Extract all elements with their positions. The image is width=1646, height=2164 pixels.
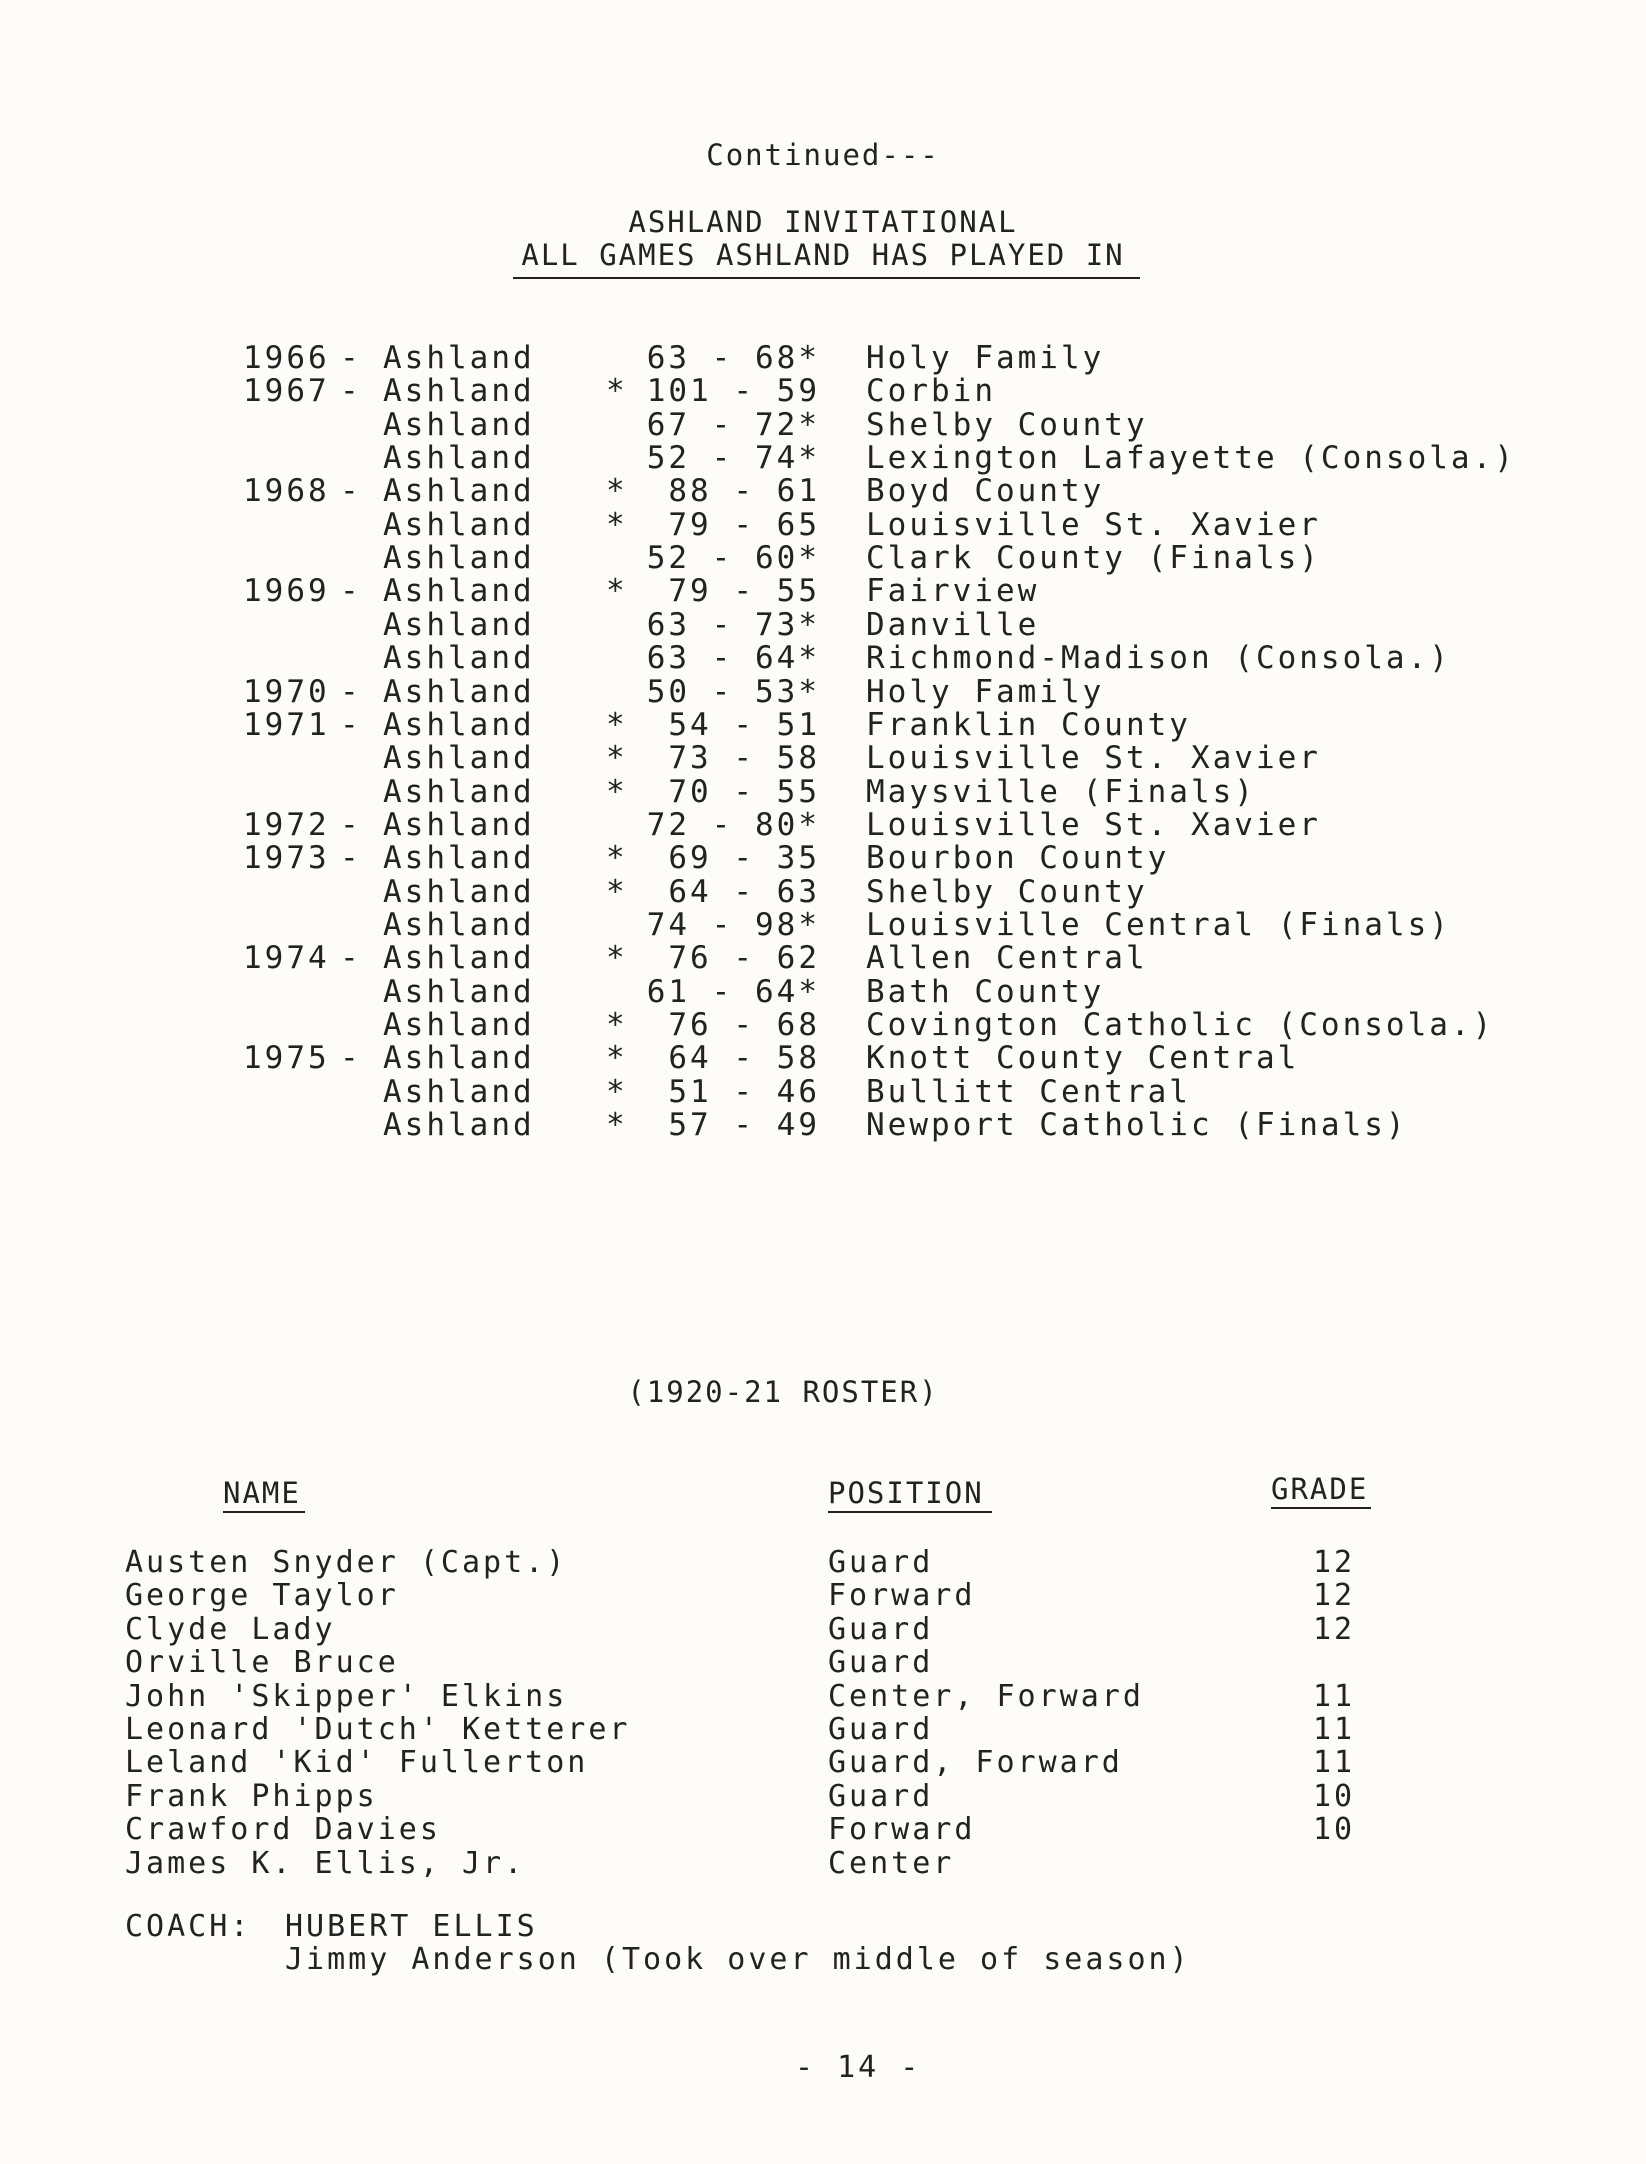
- player-grade: 11: [1313, 1745, 1356, 1781]
- page-number: - 14 -: [795, 2050, 922, 2085]
- game-team: Ashland: [383, 340, 535, 376]
- player-name: Frank Phipps: [125, 1778, 378, 1814]
- game-win-star: *: [606, 573, 628, 610]
- player-position: Guard: [828, 1645, 934, 1681]
- game-year: 1972: [243, 806, 330, 843]
- roster-row: [0, 1612, 1646, 1645]
- player-position: Guard: [828, 1712, 934, 1747]
- game-row: [0, 1007, 1646, 1043]
- player-name: George Taylor: [125, 1578, 399, 1614]
- game-year: 1968: [243, 473, 330, 510]
- game-year: 1971: [243, 706, 330, 743]
- game-score: 54 - 51: [668, 706, 820, 743]
- game-opponent: Shelby County: [866, 873, 1148, 910]
- game-year-dash: -: [340, 340, 362, 376]
- game-opponent: Clark County (Finals): [866, 540, 1321, 577]
- game-score: 52 - 74*: [646, 440, 820, 477]
- game-team: Ashland: [383, 973, 535, 1010]
- game-win-star: *: [606, 373, 628, 410]
- game-row: [0, 973, 1646, 1010]
- game-opponent: Knott County Central: [866, 1040, 1300, 1077]
- game-score: 72 - 80*: [646, 806, 820, 843]
- game-score: 79 - 55: [668, 573, 820, 610]
- game-score: 63 - 73*: [646, 606, 820, 643]
- game-year: 1969: [243, 573, 330, 610]
- player-position: Center: [828, 1845, 955, 1881]
- game-team: Ashland: [383, 673, 535, 710]
- page-title: ASHLAND INVITATIONAL: [628, 205, 1018, 239]
- roster-row: [0, 1545, 1646, 1578]
- game-score: 67 - 72*: [646, 406, 820, 443]
- player-name: Austen Snyder (Capt.): [125, 1545, 568, 1580]
- game-win-star: *: [606, 706, 628, 743]
- game-opponent: Franklin County: [866, 706, 1191, 743]
- game-score: 73 - 58: [668, 740, 820, 777]
- game-row: [0, 606, 1646, 643]
- player-grade: 12: [1313, 1611, 1356, 1647]
- game-year-dash: -: [340, 940, 362, 977]
- game-score: 64 - 63: [668, 873, 820, 910]
- game-row: [0, 1107, 1646, 1144]
- roster-row: [0, 1846, 1646, 1879]
- game-year-dash: -: [340, 573, 362, 610]
- game-row: [0, 740, 1646, 777]
- game-year-dash: -: [340, 473, 362, 510]
- game-opponent: Louisville St. Xavier: [866, 740, 1321, 777]
- game-opponent: Covington Catholic (Consola.): [866, 1007, 1495, 1043]
- position-header-underline: [828, 1511, 992, 1513]
- game-row: [0, 773, 1646, 810]
- game-row: [0, 373, 1646, 410]
- game-row: [0, 473, 1646, 510]
- game-opponent: Richmond-Madison (Consola.): [866, 640, 1451, 677]
- game-row: [0, 1040, 1646, 1077]
- game-score: 61 - 64*: [646, 973, 820, 1010]
- column-header-name: NAME: [223, 1476, 301, 1510]
- game-win-star: *: [606, 1073, 628, 1110]
- grade-header-underline: [1271, 1507, 1371, 1509]
- roster-title: (1920-21 ROSTER): [627, 1375, 939, 1409]
- game-year-dash: -: [340, 706, 362, 743]
- player-grade: 10: [1313, 1812, 1356, 1848]
- game-team: Ashland: [383, 873, 535, 910]
- game-team: Ashland: [383, 940, 535, 977]
- game-year-dash: -: [340, 840, 362, 877]
- column-header-position: POSITION: [828, 1476, 984, 1510]
- game-row: [0, 673, 1646, 710]
- game-year: 1967: [243, 373, 330, 410]
- game-row: [0, 806, 1646, 843]
- game-team: Ashland: [383, 740, 535, 777]
- game-year: 1974: [243, 940, 330, 977]
- game-score: 79 - 65: [668, 506, 820, 543]
- game-row: [0, 406, 1646, 443]
- game-year: 1966: [243, 340, 330, 376]
- game-row: [0, 506, 1646, 543]
- player-position: Guard: [828, 1778, 934, 1814]
- game-score: 52 - 60*: [646, 540, 820, 577]
- subtitle-underline: [513, 277, 1140, 279]
- game-score: 63 - 68*: [646, 340, 820, 376]
- game-opponent: Lexington Lafayette (Consola.): [866, 440, 1516, 477]
- player-position: Center, Forward: [828, 1678, 1144, 1714]
- player-name: Leland 'Kid' Fullerton: [125, 1745, 589, 1781]
- game-row: [0, 940, 1646, 977]
- player-grade: 12: [1313, 1545, 1356, 1580]
- game-row: [0, 640, 1646, 677]
- player-grade: 10: [1313, 1778, 1356, 1814]
- game-opponent: Bath County: [866, 973, 1105, 1010]
- player-position: Guard: [828, 1545, 934, 1580]
- game-team: Ashland: [383, 506, 535, 543]
- continued-label: Continued---: [706, 138, 940, 172]
- roster-row: [0, 1712, 1646, 1745]
- game-win-star: *: [606, 1107, 628, 1144]
- player-name: John 'Skipper' Elkins: [125, 1678, 568, 1714]
- game-score: 88 - 61: [668, 473, 820, 510]
- game-team: Ashland: [383, 1073, 535, 1110]
- game-team: Ashland: [383, 1007, 535, 1043]
- column-header-grade: GRADE: [1271, 1472, 1369, 1506]
- game-opponent: Holy Family: [866, 673, 1105, 710]
- game-score: 74 - 98*: [646, 906, 820, 943]
- game-opponent: Holy Family: [866, 340, 1105, 376]
- game-year-dash: -: [340, 373, 362, 410]
- game-score: 51 - 46: [668, 1073, 820, 1110]
- game-row: [0, 706, 1646, 743]
- game-team: Ashland: [383, 540, 535, 577]
- game-year: 1975: [243, 1040, 330, 1077]
- game-row: [0, 573, 1646, 610]
- game-row: [0, 840, 1646, 877]
- roster-row: [0, 1812, 1646, 1848]
- game-year-dash: -: [340, 673, 362, 710]
- game-opponent: Newport Catholic (Finals): [866, 1107, 1408, 1144]
- player-name: Clyde Lady: [125, 1611, 336, 1647]
- game-score: 70 - 55: [668, 773, 820, 810]
- game-opponent: Louisville St. Xavier: [866, 506, 1321, 543]
- game-opponent: Louisville Central (Finals): [866, 906, 1451, 943]
- player-name: Orville Bruce: [125, 1645, 399, 1681]
- roster-row: [0, 1745, 1646, 1781]
- game-team: Ashland: [383, 373, 535, 410]
- coach-label: COACH:: [125, 1909, 252, 1944]
- game-row: [0, 540, 1646, 577]
- roster-row: [0, 1645, 1646, 1681]
- game-score: 63 - 64*: [646, 640, 820, 677]
- game-opponent: Boyd County: [866, 473, 1105, 510]
- game-score: 101 - 59: [646, 373, 820, 410]
- coach-note: Jimmy Anderson (Took over middle of season): [285, 1942, 1191, 1977]
- game-row: [0, 340, 1646, 376]
- game-opponent: Shelby County: [866, 406, 1148, 443]
- game-team: Ashland: [383, 440, 535, 477]
- game-opponent: Maysville (Finals): [866, 773, 1256, 810]
- game-score: 76 - 62: [668, 940, 820, 977]
- game-opponent: Bourbon County: [866, 840, 1170, 877]
- game-opponent: Bullitt Central: [866, 1073, 1191, 1110]
- game-row: [0, 873, 1646, 910]
- game-opponent: Corbin: [866, 373, 996, 410]
- game-win-star: *: [606, 940, 628, 977]
- coach-name: HUBERT ELLIS: [285, 1909, 538, 1944]
- game-year-dash: -: [340, 1040, 362, 1077]
- player-name: James K. Ellis, Jr.: [125, 1845, 526, 1881]
- game-score: 50 - 53*: [646, 673, 820, 710]
- game-year: 1970: [243, 673, 330, 710]
- game-score: 69 - 35: [668, 840, 820, 877]
- game-score: 76 - 68: [668, 1007, 820, 1043]
- game-team: Ashland: [383, 1107, 535, 1144]
- name-header-underline: [223, 1511, 305, 1513]
- game-win-star: *: [606, 840, 628, 877]
- game-opponent: Louisville St. Xavier: [866, 806, 1321, 843]
- game-win-star: *: [606, 473, 628, 510]
- game-team: Ashland: [383, 1040, 535, 1077]
- player-position: Guard: [828, 1611, 934, 1647]
- game-opponent: Fairview: [866, 573, 1040, 610]
- game-team: Ashland: [383, 573, 535, 610]
- game-team: Ashland: [383, 773, 535, 810]
- player-grade: 11: [1313, 1712, 1356, 1747]
- player-grade: 11: [1313, 1678, 1356, 1714]
- game-win-star: *: [606, 506, 628, 543]
- roster-row: [0, 1679, 1646, 1712]
- game-win-star: *: [606, 773, 628, 810]
- game-row: [0, 1073, 1646, 1110]
- player-position: Forward: [828, 1812, 976, 1848]
- game-win-star: *: [606, 1007, 628, 1043]
- game-team: Ashland: [383, 640, 535, 677]
- game-year-dash: -: [340, 806, 362, 843]
- game-score: 64 - 58: [668, 1040, 820, 1077]
- game-win-star: *: [606, 1040, 628, 1077]
- game-opponent: Danville: [866, 606, 1040, 643]
- game-team: Ashland: [383, 406, 535, 443]
- game-win-star: *: [606, 740, 628, 777]
- player-grade: 12: [1313, 1578, 1356, 1614]
- roster-row: [0, 1578, 1646, 1614]
- game-year: 1973: [243, 840, 330, 877]
- game-row: [0, 906, 1646, 943]
- game-score: 57 - 49: [668, 1107, 820, 1144]
- game-opponent: Allen Central: [866, 940, 1148, 977]
- page-subtitle: ALL GAMES ASHLAND HAS PLAYED IN: [521, 238, 1125, 272]
- player-position: Guard, Forward: [828, 1745, 1123, 1781]
- roster-row: [0, 1779, 1646, 1812]
- game-team: Ashland: [383, 473, 535, 510]
- game-win-star: *: [606, 873, 628, 910]
- game-team: Ashland: [383, 606, 535, 643]
- game-team: Ashland: [383, 806, 535, 843]
- player-name: Leonard 'Dutch' Ketterer: [125, 1712, 631, 1747]
- game-team: Ashland: [383, 706, 535, 743]
- game-team: Ashland: [383, 906, 535, 943]
- player-name: Crawford Davies: [125, 1812, 441, 1848]
- player-position: Forward: [828, 1578, 976, 1614]
- game-row: [0, 440, 1646, 477]
- game-team: Ashland: [383, 840, 535, 877]
